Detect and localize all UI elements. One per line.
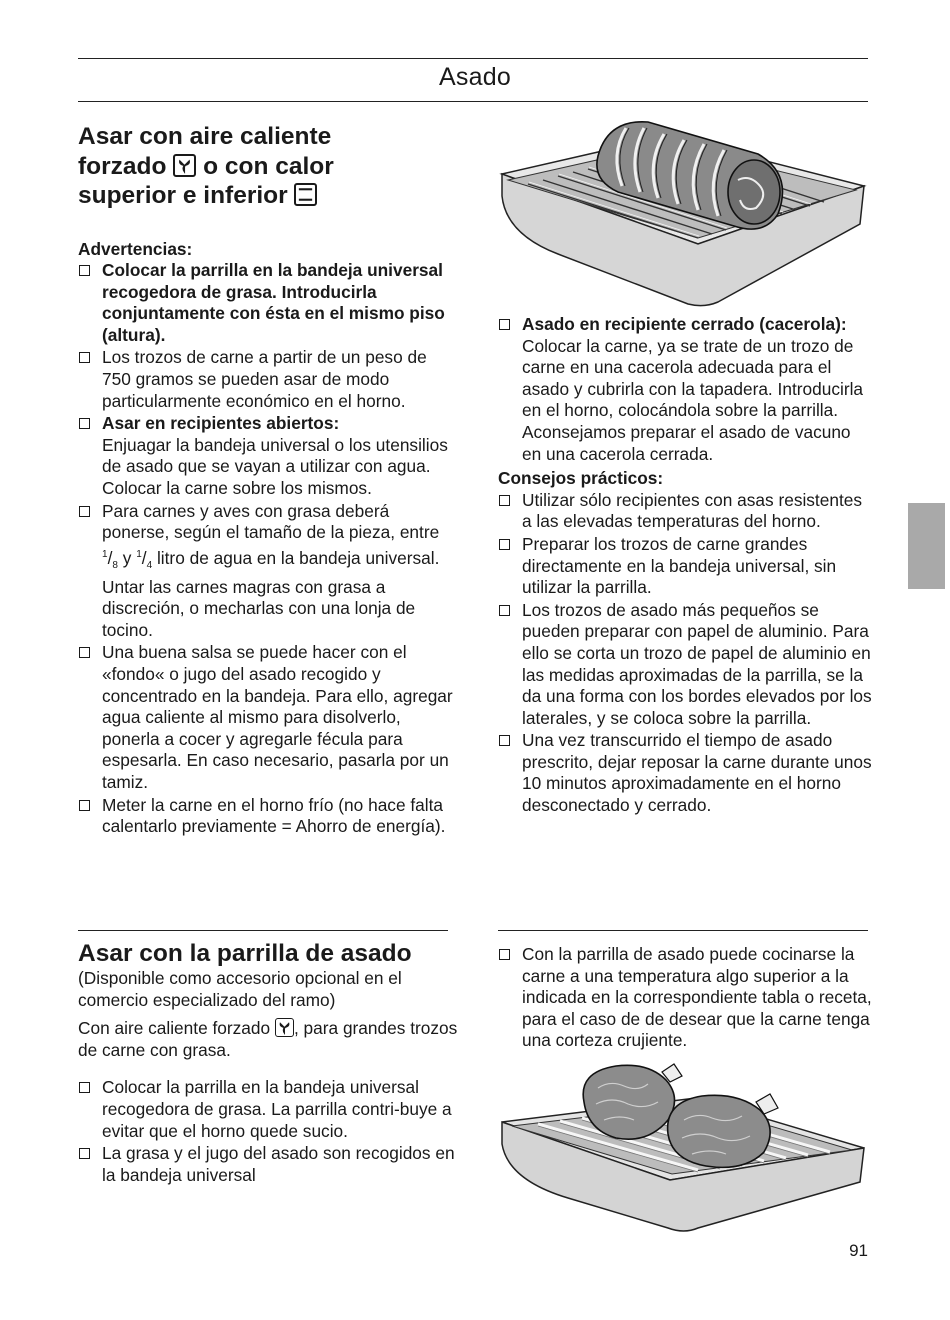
page-header-title: Asado	[439, 63, 511, 91]
page-number: 91	[849, 1241, 868, 1260]
section2-title: Asar con la parrilla de asado	[78, 940, 412, 967]
fraction-denominator: 4	[146, 560, 153, 572]
fraction-numerator: 1	[136, 548, 142, 560]
list-item: Para carnes y aves con grasa deberá ponerse, según el tamaño de la pieza, entre $^1/_8$ y $^1/_4$ litro de agua en la bandeja universal. Untar las carnes magras con grasa a discreción, o mecharlas con una lonja de tocino.	[78, 501, 458, 642]
header-bottom-rule	[78, 101, 868, 102]
item-heading: Asar en recipientes abiertos:	[102, 413, 340, 434]
list-item	[78, 413, 458, 499]
item-text: Meter la carne en el horno frío (no hace falta calentarlo previamente = Ahorro de energía).	[102, 794, 446, 837]
section2-left-column	[78, 940, 458, 1187]
section2-left-rule	[78, 930, 448, 931]
warning-item-text: Colocar la parrilla en la bandeja universal recogedora de grasa. Introducirla conjuntamente con ésta en el mismo piso (altura).	[102, 260, 445, 345]
tips-list	[498, 490, 873, 817]
checkbox-bullet-icon	[499, 605, 510, 616]
item-text: La grasa y el jugo del asado son recogidos en la bandeja universal	[102, 1143, 455, 1185]
checkbox-bullet-icon	[79, 352, 90, 363]
closed-roast-list	[498, 314, 873, 465]
checkbox-bullet-icon	[79, 647, 90, 658]
section2-right-column	[498, 944, 873, 1053]
checkbox-bullet-icon	[499, 949, 510, 960]
section1-title-line3: superior e inferior	[78, 182, 288, 209]
checkbox-bullet-icon	[79, 1148, 90, 1159]
list-item	[498, 314, 873, 465]
fraction-denominator: 8	[112, 560, 118, 572]
hot-air-fan-icon	[275, 1018, 294, 1037]
item-text: Los trozos de carne a partir de un peso de 750 gramos se pueden asar de modo particularmente económico en el horno.	[102, 347, 427, 411]
tips-label: Consejos prácticos:	[498, 468, 664, 489]
section2-right-rule	[498, 930, 868, 931]
list-item	[78, 1143, 458, 1186]
item-text: Preparar los trozos de carne grandes directamente en la bandeja universal, sin utilizar la parrilla.	[522, 533, 837, 598]
item-text: Una buena salsa se puede hacer con el «fondo« o jugo del asado recogido y concentrado en la bandeja. Para ello, agregar agua caliente al mismo para disolverlo, ponerla a cocer y agregarle fécula para espesarla. En caso necesario, pasarla por un tamiz.	[102, 642, 453, 792]
checkbox-bullet-icon	[79, 265, 90, 276]
hot-air-fan-icon	[173, 154, 196, 177]
section1-title-line1: Asar con aire caliente	[78, 123, 332, 150]
section1-title	[78, 122, 458, 211]
section2-right-list	[498, 944, 873, 1052]
item-text: Colocar la carne, ya se trate de un trozo de carne en una cacerola adecuada para el asado y cubrirla con la tapadera. Introducirla en el horno, colocándola sobre la parrilla.	[522, 335, 864, 421]
meat-on-grill-illustration	[498, 1058, 870, 1236]
list-item	[78, 795, 458, 838]
item-heading: Asado en recipiente cerrado (cacerola):	[522, 314, 847, 334]
list-item	[498, 490, 873, 533]
warnings-list	[78, 260, 458, 838]
roast-on-rack-illustration	[498, 114, 870, 314]
checkbox-bullet-icon	[499, 735, 510, 746]
item-text: Colocar la parrilla en la bandeja universal recogedora de grasa. La parrilla contri-buye a evitar que el horno quede sucio.	[102, 1077, 452, 1141]
checkbox-bullet-icon	[79, 506, 90, 517]
list-item	[78, 347, 458, 412]
item-text: Aconsejamos preparar el asado de vacuno en una cacerola cerrada.	[522, 421, 851, 464]
list-item	[498, 534, 873, 599]
section1-left-column	[78, 122, 458, 839]
header-top-rule	[78, 58, 868, 59]
list-item	[498, 730, 873, 816]
list-item	[78, 1077, 458, 1142]
top-bottom-heat-icon	[294, 183, 317, 206]
checkbox-bullet-icon	[499, 539, 510, 550]
intro-text: , para grandes trozos de carne con grasa.	[78, 1018, 458, 1060]
intro-text: Con aire caliente forzado	[78, 1018, 271, 1039]
checkbox-bullet-icon	[79, 418, 90, 429]
chapter-tab	[908, 503, 945, 589]
item-text: Los trozos de asado más pequeños se pueden preparar con papel de aluminio. Para ello se corta un trozo de papel de aluminio en las medidas aproximadas de la parrilla, se la da una forma con los bordes elevados por los laterales, y se coloca sobre la parrilla.	[522, 599, 872, 728]
section2-intro	[78, 1018, 458, 1061]
checkbox-bullet-icon	[499, 495, 510, 506]
fraction-numerator: 1	[102, 548, 108, 560]
checkbox-bullet-icon	[79, 1082, 90, 1093]
list-item	[498, 600, 873, 730]
section1-title-line2a: forzado	[78, 152, 167, 180]
section2-list	[78, 1077, 458, 1186]
item-text: Enjuagar la bandeja universal o los utensilios de asado que se vayan a utilizar con agua. Colocar la carne sobre los mismos.	[102, 434, 448, 499]
list-item	[498, 944, 873, 1052]
list-item	[78, 260, 458, 346]
checkbox-bullet-icon	[79, 800, 90, 811]
list-item	[78, 642, 458, 793]
section1-title-line2b: o con calor	[203, 152, 334, 180]
item-text: Una vez transcurrido el tiempo de asado prescrito, dejar reposar la carne durante unos 10 minutos aproximadamente en el horno desconectado y cerrado.	[522, 730, 872, 816]
item-text: Utilizar sólo recipientes con asas resistentes a las elevadas temperaturas del horno.	[522, 489, 863, 532]
section1-right-column	[498, 314, 873, 818]
warnings-label: Advertencias:	[78, 238, 193, 259]
item-text: Con la parrilla de asado puede cocinarse la carne a una temperatura algo superior a la indicada en la correspondiente tabla o receta, para el caso de de desear que la carne tenga una corteza crujiente.	[522, 944, 872, 1051]
item-text: y	[122, 547, 132, 568]
checkbox-bullet-icon	[499, 319, 510, 330]
item-text: Para carnes y aves con grasa deberá ponerse, según el tamaño de la pieza, entre	[102, 500, 440, 543]
item-text: litro de agua en la bandeja universal. Untar las carnes magras con grasa a discreción, o mecharlas con una lonja de tocino.	[102, 547, 440, 640]
section2-subtitle: (Disponible como accesorio opcional en el comercio especializado del ramo)	[78, 968, 402, 1010]
